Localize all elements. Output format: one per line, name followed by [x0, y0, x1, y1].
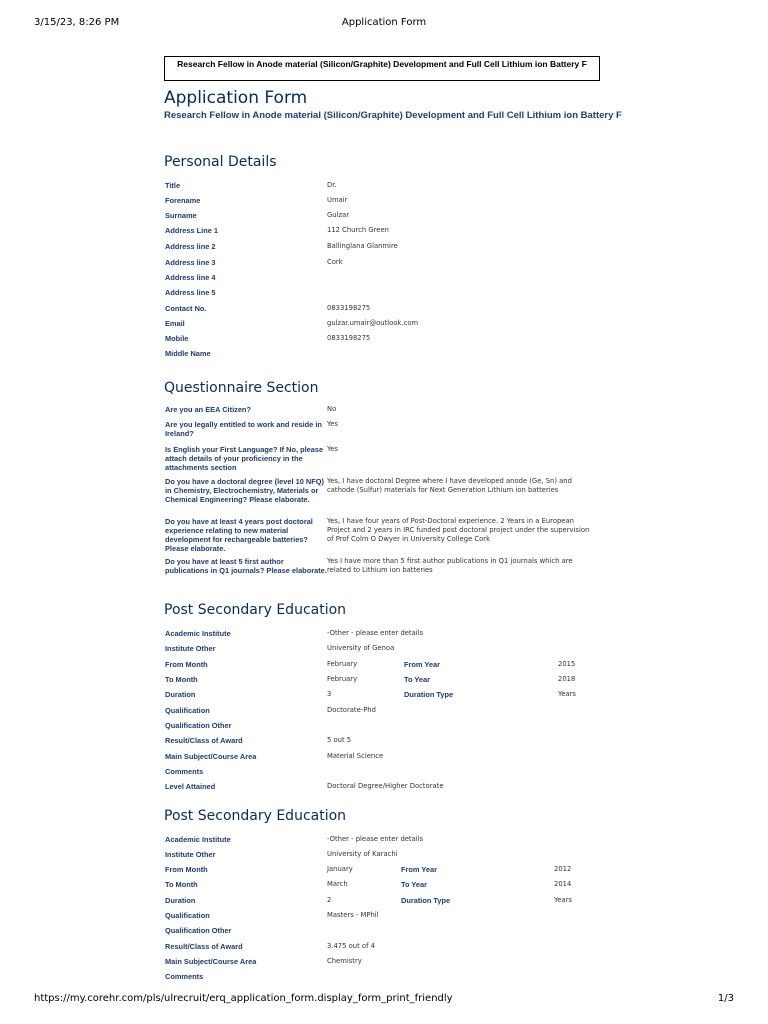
- answer-value: Yes, I have doctoral Degree where I have developed anode (Ge, Sn) and cathode (Sulfur) materials for Next Generation Lithium ion batteries: [327, 477, 572, 494]
- field-label: Comments: [165, 972, 204, 981]
- field-label: From Year: [401, 865, 438, 874]
- field-label: Duration Type: [401, 896, 451, 905]
- answer-value: Yes I have more than 5 first author publications in Q1 journals which are related to Lithium ion batteries: [327, 557, 573, 574]
- field-value: February: [327, 660, 358, 668]
- field-label: Duration: [165, 690, 196, 699]
- answer-value: Yes: [327, 420, 338, 428]
- field-label: Email: [165, 319, 185, 328]
- field-label: Address line 5: [165, 288, 216, 297]
- field-label: Academic Institute: [165, 835, 231, 844]
- field-label: From Month: [165, 660, 208, 669]
- field-value: Cork: [327, 258, 343, 266]
- field-label: To Month: [165, 675, 198, 684]
- question-label: Is English your First Language? If No, please attach details of your proficiency in the attachments section: [165, 445, 324, 472]
- field-label: Forename: [165, 196, 201, 205]
- field-value: 0833198275: [327, 334, 371, 342]
- field-value: 0833198275: [327, 304, 371, 312]
- field-value: 3: [327, 690, 332, 698]
- field-label: To Year: [401, 880, 428, 889]
- field-value: 3.475 out of 4: [327, 942, 375, 950]
- field-label: Comments: [165, 767, 204, 776]
- field-label: Main Subject/Course Area: [165, 957, 257, 966]
- print-footer: [0, 993, 768, 1007]
- field-value: 2015: [558, 660, 576, 668]
- field-label: Institute Other: [165, 850, 216, 859]
- field-value: Gulzar: [327, 211, 349, 219]
- job-title-box: Research Fellow in Anode material (Silicon/Graphite) Development and Full Cell Lithium ion Battery F: [164, 56, 600, 81]
- field-value: University of Karachi: [327, 850, 398, 858]
- form-title: Application Form: [164, 88, 308, 108]
- field-value: Chemistry: [327, 957, 362, 965]
- field-value: Doctoral Degree/Higher Doctorate: [327, 782, 444, 790]
- field-label: Result/Class of Award: [165, 942, 243, 951]
- field-label: From Year: [404, 660, 441, 669]
- field-value: January: [327, 865, 353, 873]
- field-label: Address line 4: [165, 273, 216, 282]
- field-value: gulzar.umair@outlook.com: [327, 319, 419, 327]
- section-title-questionnaire: Questionnaire Section: [164, 380, 319, 396]
- field-value: Dr.: [327, 181, 337, 189]
- field-value: February: [327, 675, 358, 683]
- question-label: Do you have at least 4 years post doctoral experience relating to new material development for rechargeable batteries? Please elaborate.: [165, 517, 313, 553]
- field-label: Duration: [165, 896, 196, 905]
- field-value: Years: [558, 690, 576, 698]
- answer-value: Yes, I have four years of Post-Doctoral experience. 2 Years in a European Project and 2 years in IRC funded post doctoral project under the supervision of Prof Colm O Dwyer in University College Cork: [327, 517, 590, 543]
- field-value: March: [327, 880, 348, 888]
- print-title: Application Form: [341, 17, 427, 28]
- field-value: Ballinglana Glanmire: [327, 242, 398, 250]
- section-title-post-secondary-education: Post Secondary Education: [164, 808, 347, 824]
- field-label: Address line 2: [165, 242, 216, 251]
- field-label: Main Subject/Course Area: [165, 752, 257, 761]
- field-value: 2018: [558, 675, 576, 683]
- question-label: Are you an EEA Citizen?: [165, 405, 251, 414]
- field-label: Mobile: [165, 334, 189, 343]
- field-label: To Month: [165, 880, 198, 889]
- field-value: -Other - please enter details: [327, 835, 424, 843]
- field-label: Contact No.: [165, 304, 207, 313]
- field-label: Address line 3: [165, 258, 216, 267]
- field-label: Title: [165, 181, 181, 190]
- answer-value: No: [327, 405, 337, 413]
- print-url: https://my.corehr.com/pls/ulrecruit/erq_application_form.display_form_print_friendly: [34, 993, 453, 1004]
- field-value: 2014: [554, 880, 572, 888]
- field-value: 5 out 5: [327, 736, 352, 744]
- print-date: 3/15/23, 8:26 PM: [34, 17, 120, 28]
- field-label: Qualification: [165, 706, 210, 715]
- section-title-post-secondary-education: Post Secondary Education: [164, 602, 347, 618]
- question-label: Do you have at least 5 first author publications in Q1 journals? Please elaborate.: [165, 557, 327, 575]
- field-value: Masters - MPhil: [327, 911, 379, 919]
- field-label: Qualification: [165, 911, 210, 920]
- field-value: 112 Church Green: [327, 226, 389, 234]
- question-label: Are you legally entitled to work and reside in Ireland?: [165, 420, 322, 438]
- form-subtitle: Research Fellow in Anode material (Silicon/Graphite) Development and Full Cell Lithium ion Battery F: [164, 110, 622, 121]
- field-label: Result/Class of Award: [165, 736, 243, 745]
- field-value: University of Genoa: [327, 644, 395, 652]
- field-label: To Year: [404, 675, 431, 684]
- field-value: Years: [554, 896, 572, 904]
- question-label: Do you have a doctoral degree (level 10 NFQ) in Chemistry, Electrochemistry, Materials or Chemical Engineering? Please elaborate.: [165, 477, 324, 504]
- field-label: Academic Institute: [165, 629, 231, 638]
- field-value: 2012: [554, 865, 572, 873]
- field-value: 2: [327, 896, 332, 904]
- page-number: 1/3: [717, 993, 734, 1004]
- field-value: Umair: [327, 196, 348, 204]
- field-label: Surname: [165, 211, 197, 220]
- field-label: Level Attained: [165, 782, 216, 791]
- field-label: Institute Other: [165, 644, 216, 653]
- answer-value: Yes: [327, 445, 338, 453]
- field-label: Address Line 1: [165, 226, 218, 235]
- field-label: Duration Type: [404, 690, 454, 699]
- section-title-personal-details: Personal Details: [164, 154, 277, 170]
- field-value: Doctorate-Phd: [327, 706, 376, 714]
- field-label: Qualification Other: [165, 721, 232, 730]
- field-value: Material Science: [327, 752, 384, 760]
- field-label: From Month: [165, 865, 208, 874]
- field-label: Qualification Other: [165, 926, 232, 935]
- field-label: Middle Name: [165, 349, 211, 358]
- field-value: -Other - please enter details: [327, 629, 424, 637]
- print-header: [0, 17, 768, 31]
